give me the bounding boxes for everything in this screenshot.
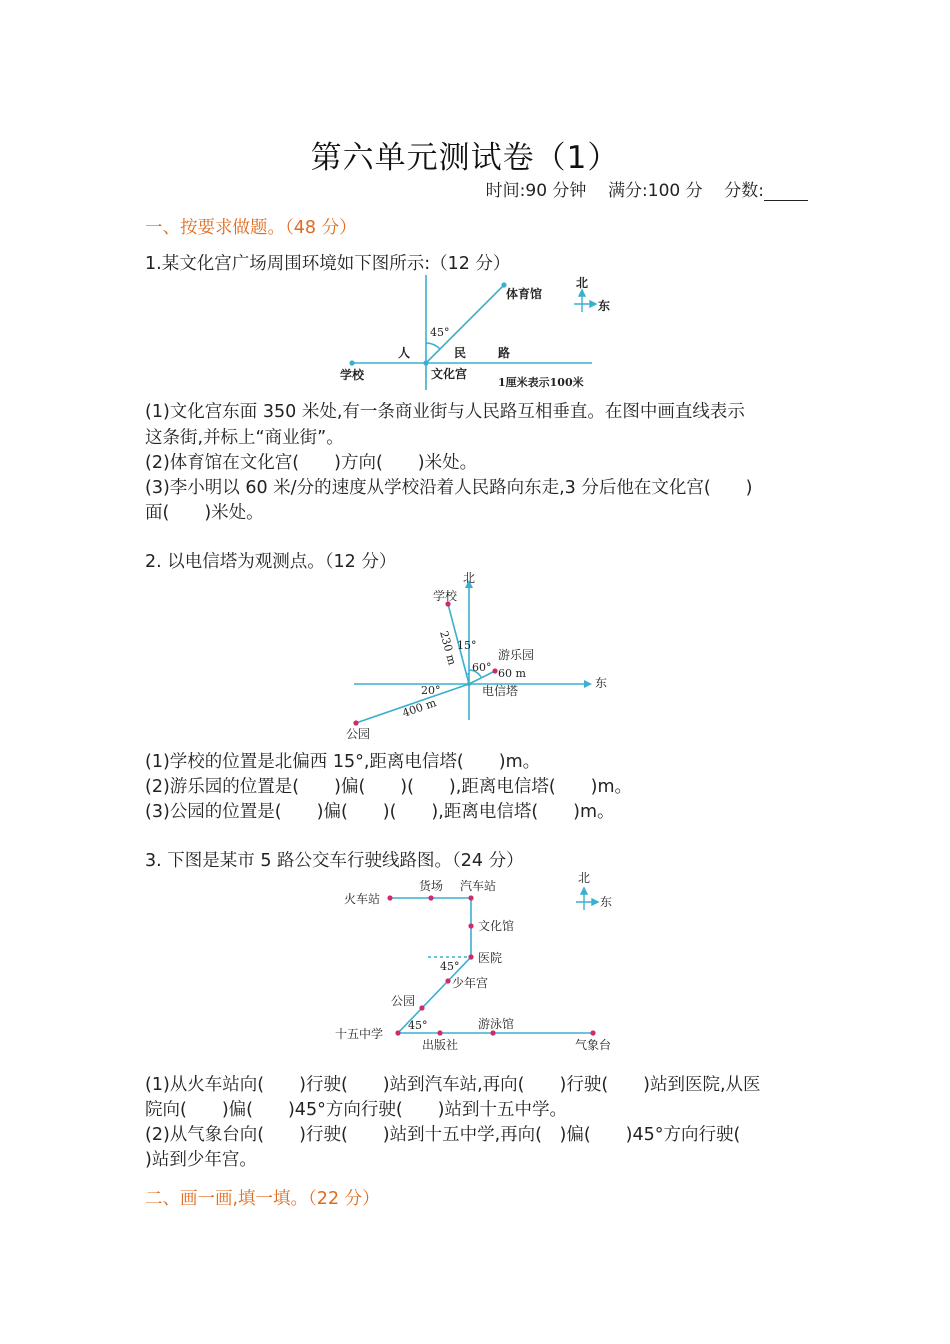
school-label: 学校 (340, 368, 365, 382)
culture-hall-point (468, 923, 473, 928)
angle-60-label: 60° (472, 661, 492, 674)
q2-diagram (340, 570, 640, 742)
train-station-label: 火车站 (344, 892, 381, 906)
school-distance: 230 m (437, 629, 459, 667)
exam-meta (486, 176, 808, 201)
q3-stem: 3. 下图是某市 5 路公交车行驶线路图。（24 分） (145, 851, 524, 871)
train-station-point (387, 895, 392, 900)
amusement-point (492, 668, 497, 673)
angle-top-label: 45° (440, 960, 460, 973)
q1-line-5: 面( )米处。 (145, 503, 264, 523)
youth-palace-label: 少年宫 (452, 976, 489, 990)
angle-label: 45° (430, 326, 450, 339)
q1-line-1: (1)文化宫东面 350 米处,有一条商业街与人民路互相垂直。在图中画直线表示 (145, 402, 745, 422)
scale-label: 1厘米表示100米 (498, 376, 584, 389)
full-score: 满分:100 分 (608, 181, 703, 201)
road-char-2: 民 (454, 346, 467, 360)
section-2-heading: 二、画一画,填一填。（22 分） (145, 1189, 380, 1209)
east-label: 东 (598, 299, 611, 313)
page-title: 第六单元测试卷（1） (310, 140, 620, 176)
q1-line-3: (2)体育馆在文化宫( )方向( )米处。 (145, 453, 478, 473)
park-point (353, 720, 358, 725)
q2-stem: 2. 以电信塔为观测点。（12 分） (145, 552, 397, 572)
publisher-label: 出版社 (422, 1038, 459, 1052)
time-limit: 时间:90 分钟 (485, 181, 587, 201)
amusement-distance: 60 m (498, 667, 526, 680)
q2-line-1: (1)学校的位置是北偏西 15°,距离电信塔( )m。 (145, 752, 541, 772)
tower-label: 电信塔 (482, 684, 519, 698)
school-point (349, 360, 354, 365)
pool-point (490, 1030, 495, 1035)
compass-icon (576, 888, 598, 910)
q3-line-4: )站到少年宫。 (145, 1150, 257, 1170)
q3-line-1: (1)从火车站向( )行驶( )站到汽车站,再向( )行驶( )站到医院,从医 (145, 1075, 761, 1095)
tower-point (467, 682, 471, 686)
gym-label: 体育馆 (506, 287, 543, 301)
angle-20-label: 20° (421, 684, 441, 697)
pool-label: 游泳馆 (478, 1017, 515, 1031)
hospital-label: 医院 (478, 951, 503, 965)
north-label: 北 (578, 871, 591, 885)
q2-line-2: (2)游乐园的位置是( )偏( )( ),距离电信塔( )m。 (145, 777, 633, 797)
amusement-label: 游乐园 (498, 648, 535, 662)
palace-label: 文化宫 (431, 367, 468, 381)
q1-stem: 1.某文化宫广场周围环境如下图所示:（12 分） (145, 254, 511, 274)
east-label: 东 (600, 895, 613, 909)
east-label: 东 (595, 676, 608, 690)
q1-line-4: (3)李小明以 60 米/分的速度从学校沿着人民路向东走,3 分后他在文化宫( ) (145, 478, 753, 498)
bus-station-label: 汽车站 (460, 879, 497, 893)
school15-label: 十五中学 (335, 1027, 384, 1041)
youth-palace-point (445, 978, 450, 983)
score-blank[interactable] (764, 182, 808, 201)
q3-line-2: 院向( )偏( )45°方向行驶( )站到十五中学。 (145, 1100, 567, 1120)
east-arrow-icon (584, 680, 592, 688)
q3-line-3: (2)从气象台向( )行驶( )站到十五中学,再向( )偏( )45°方向行驶( (145, 1125, 741, 1145)
section-1-heading: 一、按要求做题。（48 分） (145, 218, 357, 238)
park-distance: 400 m (400, 696, 439, 720)
hospital-point (468, 954, 473, 959)
north-label: 北 (576, 276, 589, 290)
q1-diagram (330, 270, 630, 390)
angle-15-label: 15° (457, 639, 477, 652)
q1-line-2: 这条街,并标上“商业街”。 (145, 428, 344, 448)
school15-point (395, 1030, 400, 1035)
compass-icon (574, 290, 596, 312)
bus-station-point (468, 895, 473, 900)
park-label: 公园 (346, 727, 371, 741)
school-label: 学校 (433, 589, 458, 603)
park-label: 公园 (391, 994, 416, 1008)
angle-arc (426, 343, 440, 349)
park-point (419, 1005, 424, 1010)
road-char-1: 人 (398, 346, 411, 360)
score-label: 分数: (724, 181, 764, 201)
q3-diagram (330, 868, 630, 1054)
weather-station-label: 气象台 (575, 1038, 612, 1052)
road-char-3: 路 (498, 346, 511, 360)
q2-line-3: (3)公园的位置是( )偏( )( ),距离电信塔( )m。 (145, 802, 615, 822)
palace-point (423, 360, 428, 365)
culture-hall-label: 文化馆 (478, 919, 515, 933)
freight-yard-point (428, 895, 433, 900)
north-label: 北 (463, 571, 476, 585)
publisher-point (437, 1030, 442, 1035)
weather-station-point (590, 1030, 595, 1035)
angle-bottom-label: 45° (408, 1019, 428, 1032)
freight-yard-label: 货场 (419, 879, 444, 893)
